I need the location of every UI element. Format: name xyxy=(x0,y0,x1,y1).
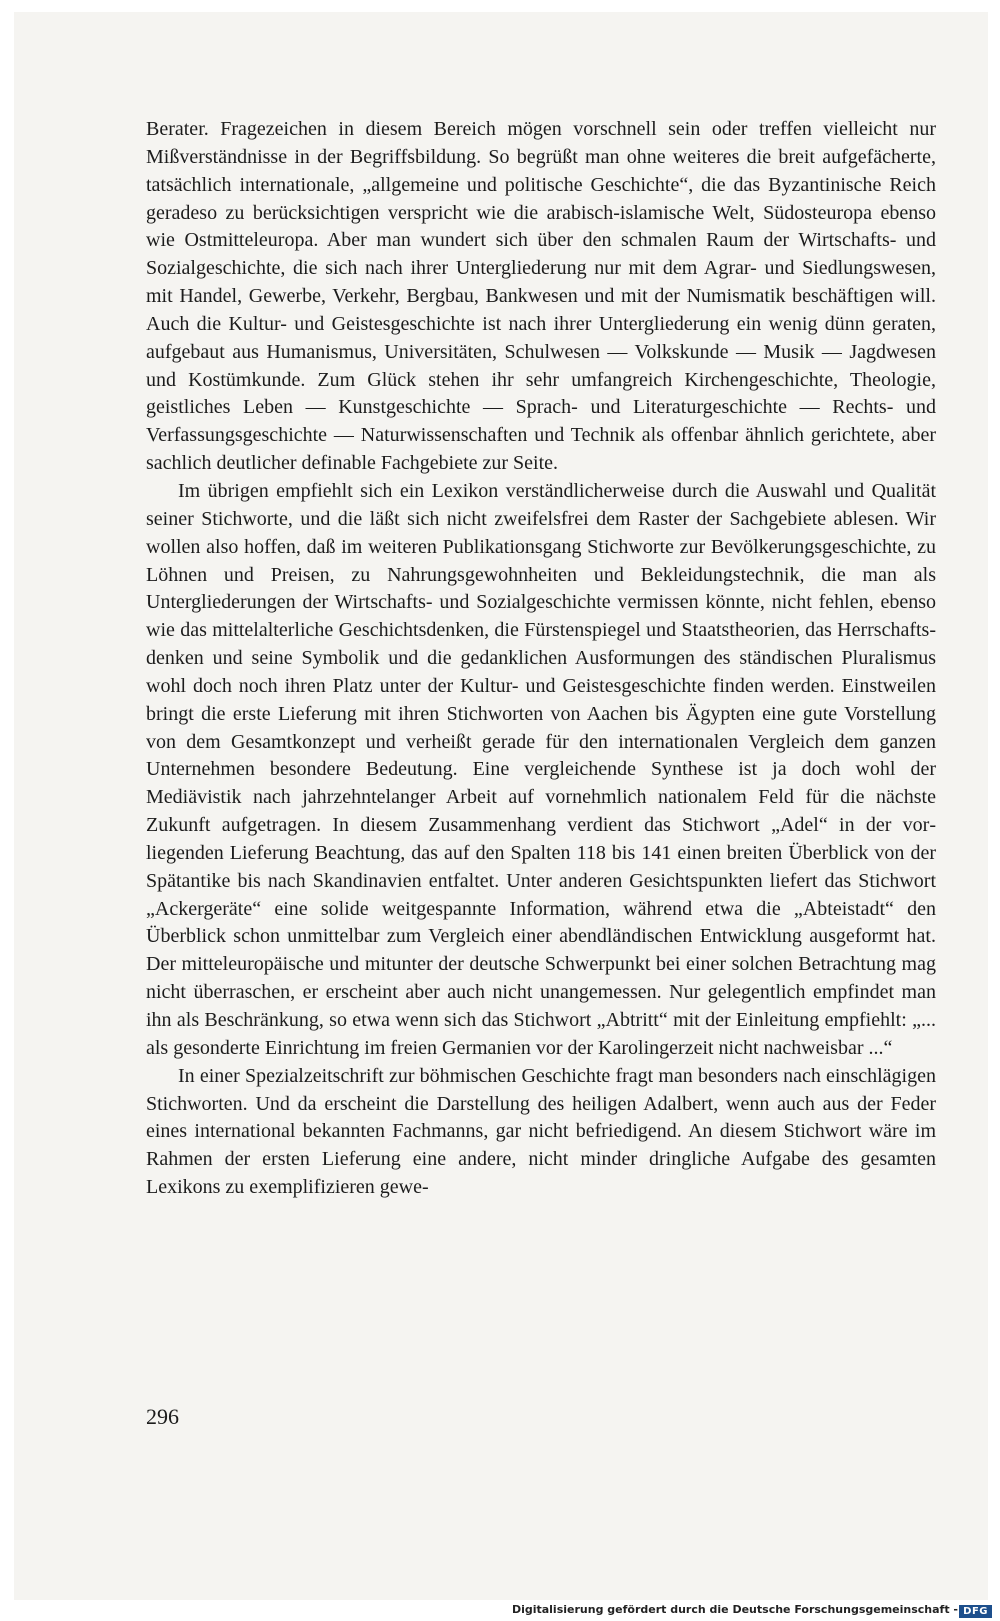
digitization-footer xyxy=(512,1603,958,1616)
paragraph-1: Berater. Fragezeichen in diesem Bereich mögen vorschnell sein oder treffen vielleicht nur Mißverständnisse in der Begriffsbildung. So begrüßt man ohne weiteres die breit aufgefächerte, tatsächlich internationale, „allgemeine und politische Geschichte“, die das Byzantinische Reich geradeso zu berücksichtigen verspricht wie die arabisch-islamische Welt, Südosteuropa ebenso wie Ostmitteleuropa. Aber man wundert sich über den schmalen Raum der Wirtschafts- und Sozialgeschichte, die sich nach ihrer Untergliederung nur mit dem Agrar- und Siedlungswesen, mit Handel, Gewerbe, Verkehr, Bergbau, Bankwesen und mit der Numismatik beschäftigen will. Auch die Kultur- und Geistesgeschichte ist nach ihrer Untergliederung ein wenig dünn geraten, aufgebaut aus Humanismus, Universitäten, Schulwesen — Volkskunde — Musik — Jagdwesen und Kostümkunde. Zum Glück stehen ihr sehr umfangreich Kirchengeschichte, Theologie, geistliches Leben — Kunstgeschichte — Sprach- und Literaturgeschichte — Rechts- und Verfassungsgeschichte — Naturwissenschaften und Technik als offenbar ähnlich gerichtete, aber sachlich deutlicher definable Fachgebiete zur Seite. xyxy=(146,118,936,475)
body-text xyxy=(146,116,936,1202)
page-number: 296 xyxy=(146,1404,179,1429)
dfg-logo: DFG xyxy=(959,1605,992,1618)
footer-text: Digitalisierung gefördert durch die Deutsche Forschungsgemeinschaft - xyxy=(511,1603,958,1616)
paragraph-3: In einer Spezialzeitschrift zur böhmischen Geschichte fragt man besonders nach einschlägigen Stichworten. Und da erscheint die Darstellung des heiligen Adalbert, wenn auch aus der Feder eines international bekannten Fachmanns, gar nicht befriedigend. An diesem Stichwort wäre im Rahmen der ersten Lieferung eine andere, nicht minder dringliche Aufgabe des gesamten Lexikons zu exemplifizieren gewe- xyxy=(146,1064,936,1199)
paragraph-2: Im übrigen empfiehlt sich ein Lexikon verständlicherweise durch die Auswahl und Qualität seiner Stichworte, und die läßt sich nicht zweifelsfrei dem Raster der Sachgebiete ablesen. Wir wollen also hoffen, daß im weiteren Publikationsgang Stichworte zur Bevölkerungsgeschichte, zu Löhnen und Preisen, zu Nahrungsgewohnheiten und Bekleidungstechnik, die man als Untergliederungen der Wirtschafts- und Sozialgeschichte vermissen könnte, nicht fehlen, ebenso wie das mittelalterliche Geschichtsdenken, die Fürstenspiegel und Staatstheorien, das Herrschaftsdenken und seine Symbolik und die gedanklichen Ausformungen des ständischen Pluralismus wohl doch noch ihren Platz unter der Kultur- und Geistesgeschichte finden werden. Einstweilen bringt die erste Lieferung mit ihren Stichworten von Aachen bis Ägypten eine gute Vorstellung von dem Gesamtkonzept und verheißt gerade für den internationalen Vergleich dem ganzen Unternehmen besondere Bedeutung. Eine vergleichende Synthese ist ja doch wohl der Mediävistik nach jahrzehntelanger Arbeit auf vornehmlich nationalem Feld für die nächste Zukunft aufgetragen. In diesem Zusammenhang verdient das Stichwort „Adel“ in der vorliegenden Lieferung Beachtung, das auf den Spalten 118 bis 141 einen breiten Überblick von der Spätantike bis nach Skandinavien entfaltet. Unter anderen Gesichtspunkten liefert das Stichwort „Ackergeräte“ eine solide weitgespannte Information, während etwa die „Abteistadt“ den Überblick schon unmittelbar zum Vergleich einer abendländischen Entwicklung ausgeformt hat. Der mitteleuropäische und mitunter der deutsche Schwerpunkt bei einer solchen Betrachtung mag nicht überraschen, er erscheint aber auch nicht unangemessen. Nur gelegentlich empfindet man ihn als Beschränkung, so etwa wenn sich das Stichwort „Abtritt“ mit der Einleitung empfiehlt: „... als gesonderte Einrichtung im freien Germanien vor der Karolingerzeit nicht nachweisbar ...“ xyxy=(146,479,936,1059)
